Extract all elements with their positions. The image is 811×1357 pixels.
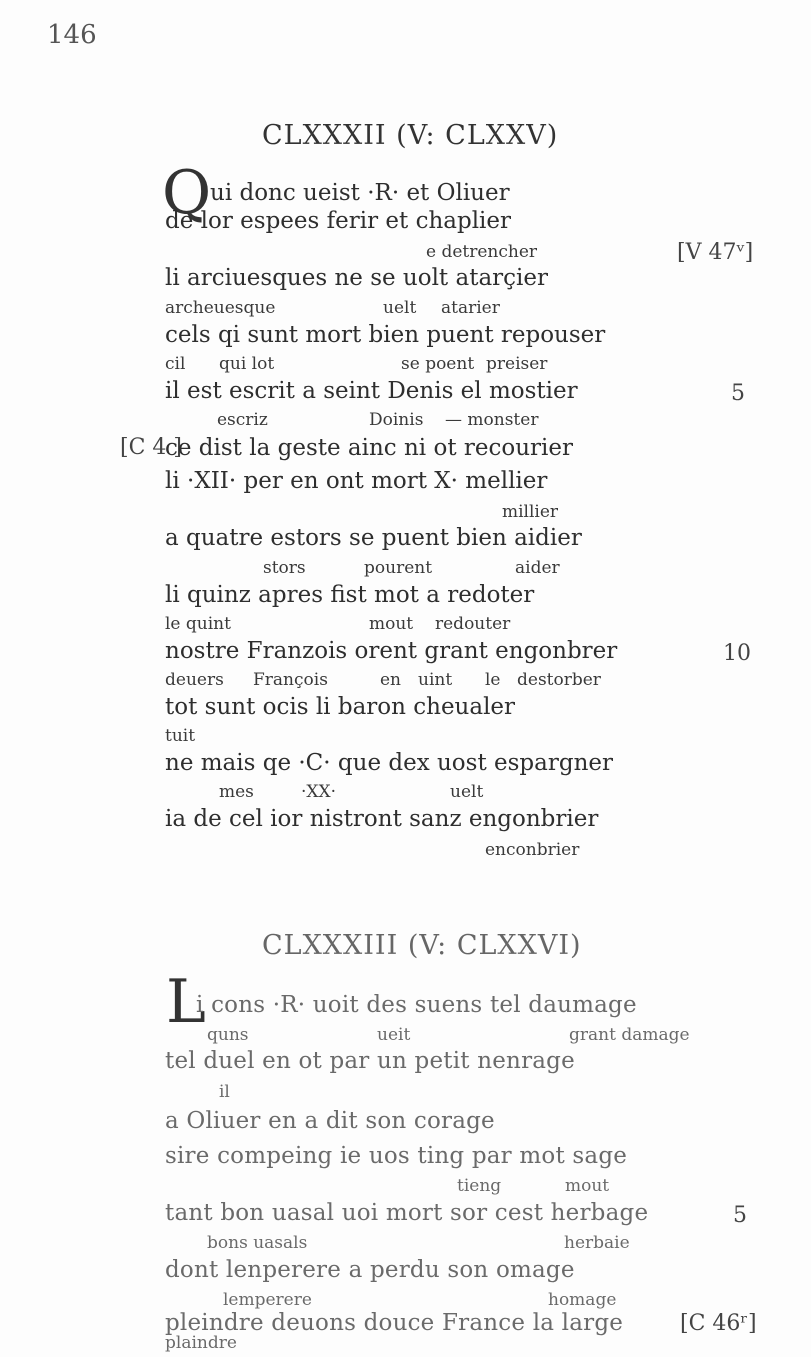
variant-reading: e detrencher xyxy=(426,242,538,262)
variant-reading: tieng xyxy=(457,1176,502,1196)
drop-cap: Q xyxy=(162,158,212,228)
variant-reading: qui lot xyxy=(219,354,275,374)
variant-reading: François xyxy=(253,670,328,690)
variant-reading: atarier xyxy=(441,298,500,318)
verse-line: tot sunt ocis li baron cheualer xyxy=(165,694,516,720)
variant-reading: ueit xyxy=(377,1025,411,1045)
variant-reading: destorber xyxy=(517,670,601,690)
verse-line: a Oliuer en a dit son corage xyxy=(165,1108,495,1134)
verse-line: sire compeing ie uos ting par mot sage xyxy=(165,1143,628,1169)
variant-reading: plaindre xyxy=(165,1333,237,1353)
verse-line: pleindre deuons douce France la large xyxy=(165,1310,624,1336)
verse-line: ui donc ueist ·R· et Oliuer xyxy=(210,180,510,206)
variant-reading: se poent xyxy=(401,354,475,374)
variant-reading: — monster xyxy=(445,410,539,430)
variant-reading: herbaie xyxy=(564,1233,630,1253)
variant-reading: millier xyxy=(502,502,559,522)
laisse-heading: CLXXXIII (V: CLXXVI) xyxy=(262,930,582,961)
variant-reading: en xyxy=(380,670,402,690)
verse-line: ia de cel ior nistront sanz engonbrier xyxy=(165,806,599,832)
verse-line: li ·XII· per en ont mort X· mellier xyxy=(165,468,548,494)
variant-reading: redouter xyxy=(435,614,511,634)
variant-reading: escriz xyxy=(217,410,268,430)
variant-reading: preiser xyxy=(486,354,548,374)
variant-reading: bons uasals xyxy=(207,1233,308,1253)
variant-reading: il xyxy=(219,1082,230,1102)
variant-reading: mes xyxy=(219,782,254,802)
variant-reading: stors xyxy=(263,558,306,578)
verse-line: i cons ·R· uoit des suens tel daumage xyxy=(196,992,637,1018)
verse-line: ce dist la geste ainc ni ot recourier xyxy=(165,435,573,461)
variant-reading: homage xyxy=(548,1290,617,1310)
variant-reading: enconbrier xyxy=(485,840,580,860)
verse-line: li quinz apres fist mot a redoter xyxy=(165,582,535,608)
variant-reading: tuit xyxy=(165,726,196,746)
verse-line: li arciuesques ne se uolt atarçier xyxy=(165,265,548,291)
variant-reading: uelt xyxy=(450,782,484,802)
drop-cap: L xyxy=(166,967,206,1037)
manuscript-ref: [V 47ᵛ] xyxy=(677,240,754,265)
variant-reading: archeuesque xyxy=(165,298,276,318)
variant-reading: pourent xyxy=(364,558,433,578)
verse-line: nostre Franzois orent grant engonbrer xyxy=(165,638,618,664)
variant-reading: uint xyxy=(418,670,453,690)
laisse-heading: CLXXXII (V: CLXXV) xyxy=(262,120,559,151)
line-number: 10 xyxy=(723,641,751,666)
variant-reading: mout xyxy=(369,614,414,634)
verse-line: de lor espees ferir et chaplier xyxy=(165,208,512,234)
verse-line: tel duel en ot par un petit nenrage xyxy=(165,1048,575,1074)
verse-line: tant bon uasal uoi mort sor cest herbage xyxy=(165,1200,649,1226)
verse-line: dont lenperere a perdu son omage xyxy=(165,1257,575,1283)
variant-reading: lemperere xyxy=(223,1290,312,1310)
verse-line: a quatre estors se puent bien aidier xyxy=(165,525,582,551)
line-number: 5 xyxy=(731,381,745,406)
variant-reading: le xyxy=(485,670,501,690)
page-number: 146 xyxy=(47,20,97,50)
variant-reading: uelt xyxy=(383,298,417,318)
manuscript-ref: [C 46ʳ] xyxy=(680,1311,757,1336)
manuscript-ref: [C 4 ] xyxy=(120,435,182,460)
variant-reading: quns xyxy=(207,1025,249,1045)
variant-reading: deuers xyxy=(165,670,224,690)
variant-reading: aider xyxy=(515,558,560,578)
variant-reading: cil xyxy=(165,354,186,374)
variant-reading: le quint xyxy=(165,614,231,634)
verse-line: cels qi sunt mort bien puent repouser xyxy=(165,322,606,348)
line-number: 5 xyxy=(733,1203,747,1228)
variant-reading: grant damage xyxy=(569,1025,690,1045)
variant-reading: mout xyxy=(565,1176,610,1196)
variant-reading: Doinis xyxy=(369,410,424,430)
variant-reading: ·XX· xyxy=(301,782,337,802)
verse-line: ne mais qe ·C· que dex uost espargner xyxy=(165,750,613,776)
verse-line: il est escrit a seint Denis el mostier xyxy=(165,378,578,404)
